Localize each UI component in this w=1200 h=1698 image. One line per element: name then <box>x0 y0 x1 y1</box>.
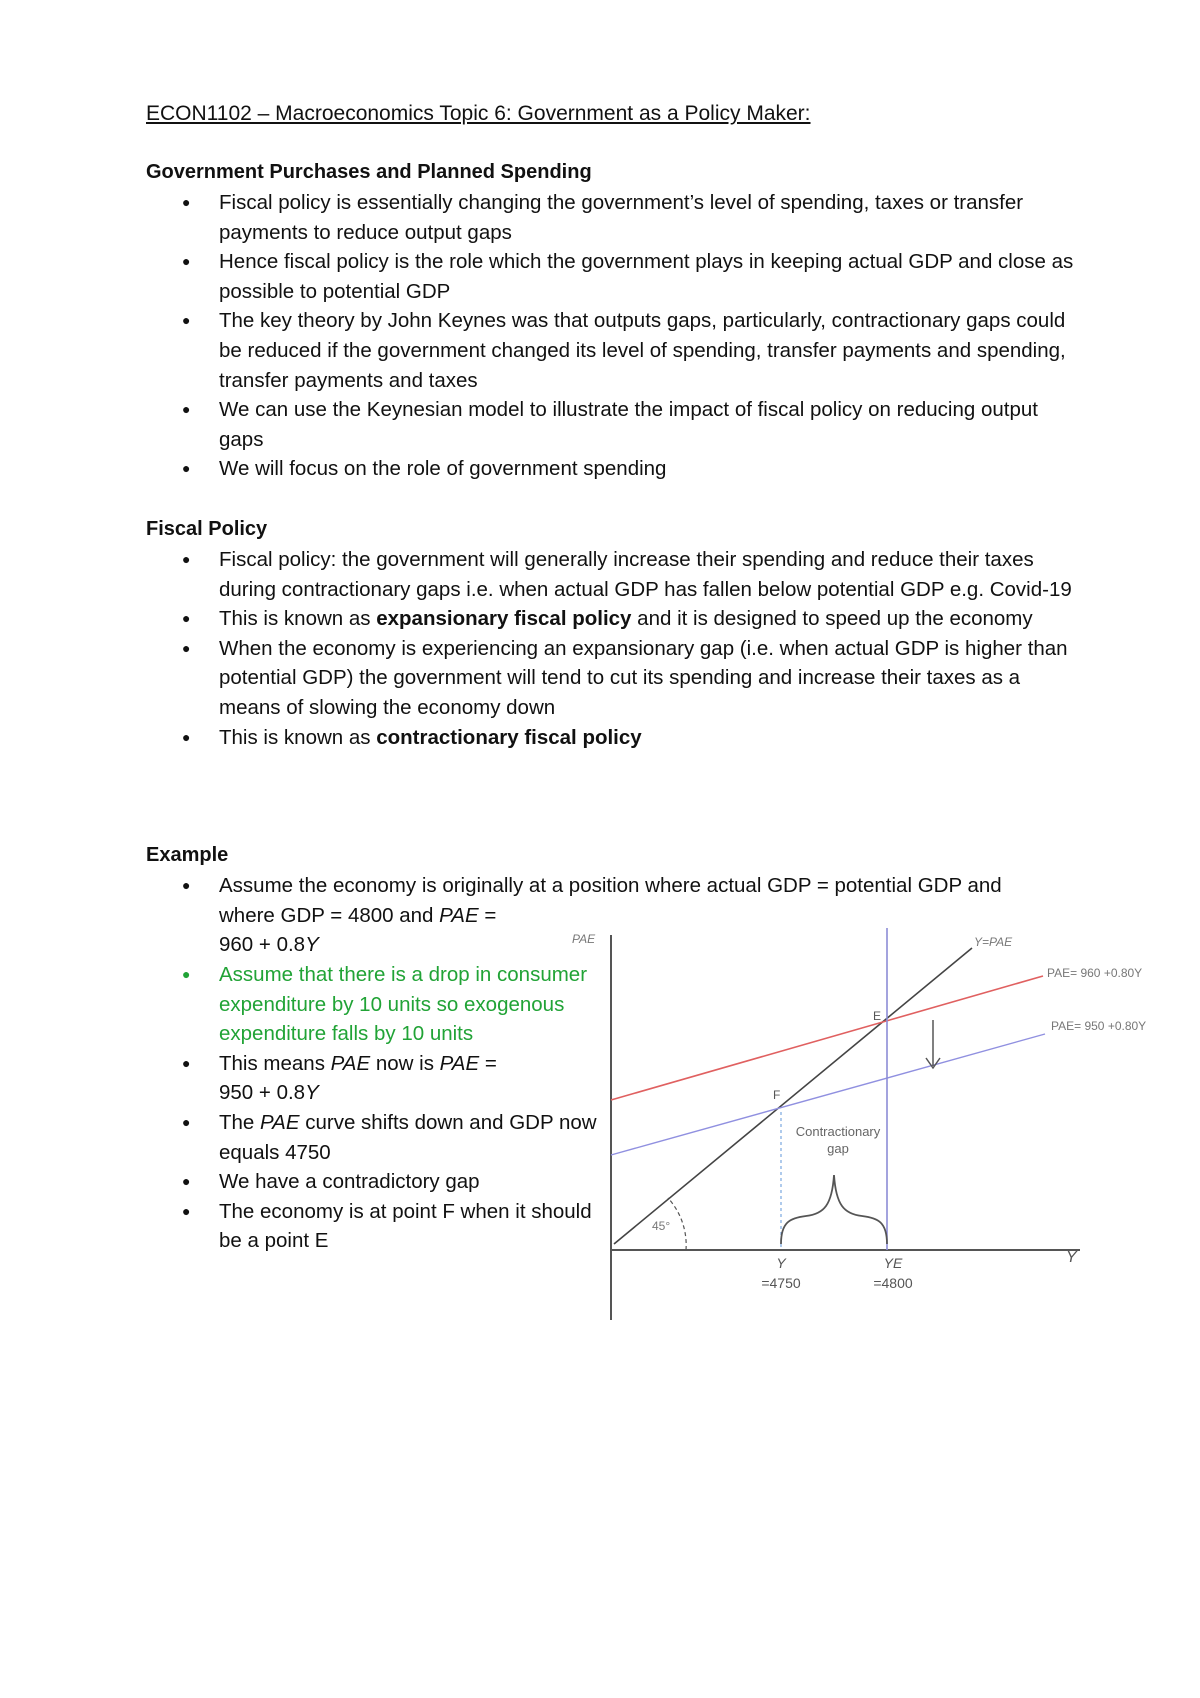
document-title: ECON1102 – Macroeconomics Topic 6: Government as a Policy Maker: <box>146 102 811 125</box>
gap-label-line1: Contractionary <box>795 1124 881 1139</box>
pae-original-label: PAE= 960 +0.80Y <box>1047 966 1143 980</box>
y-symbol: Y <box>305 933 319 957</box>
pae-symbol: PAE <box>439 1051 480 1075</box>
text-run: where GDP = 4800 and <box>219 903 440 927</box>
list-item: ● Fiscal policy: the government will generally increase their spending and reduce their taxes during contractionary gaps i.e. when actual GDP has fallen below potential GDP e.g. Covid-19 <box>146 545 1076 604</box>
text-run: 950 + 0.8 <box>219 1081 306 1105</box>
pae-symbol: PAE <box>439 903 479 927</box>
text-run: The <box>219 1110 261 1134</box>
point-f-label: F <box>773 1088 781 1102</box>
angle-arc <box>668 1198 686 1250</box>
angle-label: 45° <box>652 1219 671 1233</box>
pae-original-line <box>611 976 1043 1100</box>
text-run: = <box>479 1051 497 1075</box>
list-item: ● When the economy is experiencing an expansionary gap (i.e. when actual GDP is higher than potential GDP) the government will tend to cut its spending and increase their taxes as a means of slowing the economy down <box>146 634 1076 723</box>
heading-example: Example <box>146 844 229 866</box>
text-run: This means <box>219 1051 331 1075</box>
pae-new-label: PAE= 950 +0.80Y <box>1051 1019 1147 1033</box>
text-run: now is <box>370 1051 440 1075</box>
ye-tick-label: YE <box>883 1255 903 1271</box>
text-run: Assume the economy is originally at a position where actual GDP = potential GDP and <box>219 874 1002 897</box>
heading-government-purchases: Government Purchases and Planned Spending <box>146 161 592 183</box>
list-item: ● Hence fiscal policy is the role which the government plays in keeping actual GDP and close as possible to potential GDP <box>146 247 1076 306</box>
pae-symbol: PAE <box>260 1110 300 1134</box>
y-axis-label: PAE <box>572 932 596 946</box>
text-run: curve shifts down and GDP now equals 4750 <box>219 1110 597 1164</box>
ye-tick-value: =4800 <box>873 1275 913 1291</box>
emphasis-contractionary: contractionary fiscal policy <box>376 725 642 749</box>
list-item: ● The key theory by John Keynes was that outputs gaps, particularly, contractionary gaps could be reduced if the government changed its level of spending, transfer payments and spending, transfer payments and taxes <box>146 306 1076 395</box>
text-run: This is known as <box>219 607 377 631</box>
text-run: 960 + 0.8 <box>219 933 306 957</box>
list-item: ● We will focus on the role of government spending <box>146 454 1076 484</box>
line-45-degree <box>614 948 972 1244</box>
pae-symbol: PAE <box>330 1051 371 1075</box>
list-item: ● Fiscal policy is essentially changing the government’s level of spending, taxes or transfer payments to reduce output gaps <box>146 188 1076 247</box>
y-tick-value: =4750 <box>761 1275 801 1291</box>
y-tick-label: Y <box>776 1255 786 1271</box>
list-item-highlight: ● Assume that there is a drop in consumer expenditure by 10 units so exogenous expenditure falls by 10 units <box>146 960 616 1049</box>
y-symbol: Y <box>305 1081 319 1105</box>
emphasis-expansionary: expansionary fiscal policy <box>376 607 632 631</box>
list-item: ● We can use the Keynesian model to illustrate the impact of fiscal policy on reducing output gaps <box>146 395 1076 454</box>
text-run: This is known as <box>219 725 377 749</box>
gap-label-line2: gap <box>827 1141 849 1156</box>
text-run: and it is designed to speed up the economy <box>631 607 1033 631</box>
heading-fiscal-policy: Fiscal Policy <box>146 518 268 540</box>
text-run: = <box>478 903 497 927</box>
list-item: ● We have a contradictory gap <box>146 1167 616 1197</box>
line-45-label: Y=PAE <box>974 935 1013 949</box>
x-axis-label: Y <box>1066 1249 1077 1266</box>
list-item: ● The economy is at point F when it should be a point E <box>146 1197 616 1256</box>
gap-brace <box>781 1175 887 1244</box>
point-e-label: E <box>873 1009 882 1023</box>
